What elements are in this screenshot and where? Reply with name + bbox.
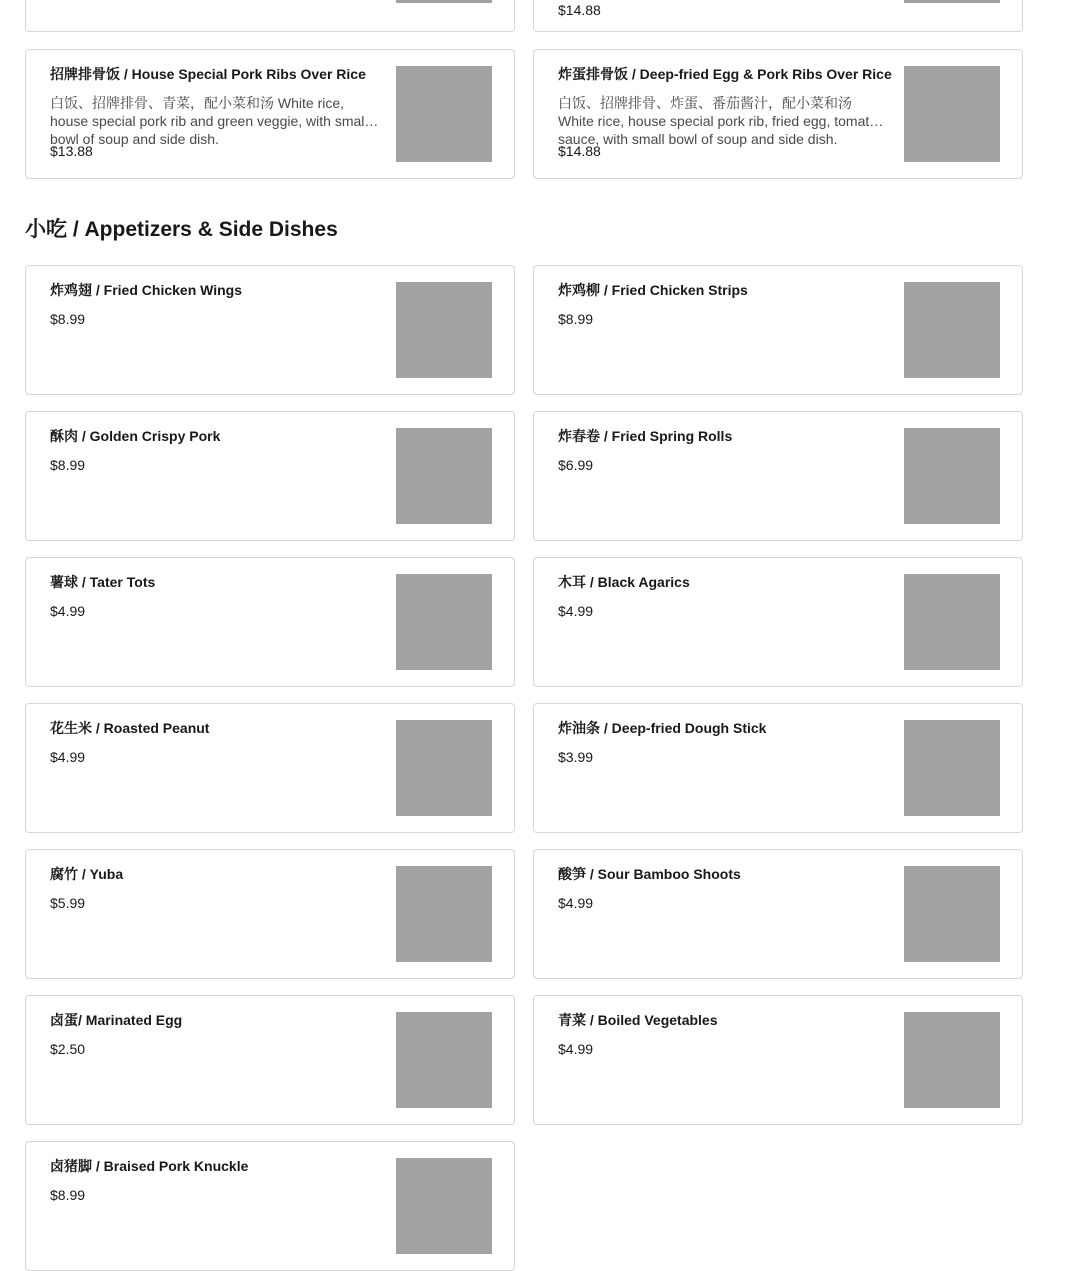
item-title: 腐竹 / Yuba [50, 866, 124, 882]
item-image [396, 1158, 492, 1254]
menu-item-card[interactable] [533, 265, 1023, 395]
section-title: 小吃 / Appetizers & Side Dishes [25, 218, 338, 241]
menu-item-card[interactable] [533, 849, 1023, 979]
item-price: $8.99 [558, 311, 594, 327]
item-price: $4.99 [558, 895, 594, 911]
item-image [396, 66, 492, 162]
item-price: $4.99 [558, 603, 594, 619]
item-image [904, 574, 1000, 670]
item-price: $14.88 [558, 2, 601, 18]
item-image [396, 282, 492, 378]
menu-item-card[interactable] [25, 703, 515, 833]
menu-item-card[interactable] [533, 703, 1023, 833]
menu-item-card[interactable] [25, 995, 515, 1125]
item-image [904, 428, 1000, 524]
item-image [904, 66, 1000, 162]
item-title: 卤蛋/ Marinated Egg [50, 1012, 183, 1028]
item-price: $8.99 [50, 311, 86, 327]
menu-item-card[interactable] [25, 0, 515, 32]
item-title: 炸鸡柳 / Fried Chicken Strips [558, 282, 748, 298]
item-title: 卤猪脚 / Braised Pork Knuckle [50, 1158, 249, 1174]
menu-item-card[interactable] [533, 557, 1023, 687]
item-title: 招牌排骨饭 / House Special Pork Ribs Over Rice [50, 66, 366, 82]
item-title: 炸春卷 / Fried Spring Rolls [558, 428, 733, 444]
item-price: $4.99 [50, 603, 86, 619]
item-title: 炸蛋排骨饭 / Deep-fried Egg & Pork Ribs Over Rice [558, 66, 892, 82]
item-title: 花生米 / Roasted Peanut [50, 720, 210, 736]
item-price: $6.99 [558, 457, 594, 473]
item-price: $2.50 [50, 1041, 86, 1057]
menu-item-card[interactable] [25, 49, 515, 179]
menu-item-card[interactable] [25, 411, 515, 541]
item-price: $13.88 [50, 143, 93, 159]
item-price: $14.88 [558, 143, 601, 159]
item-image [396, 574, 492, 670]
item-title: 青菜 / Boiled Vegetables [558, 1012, 718, 1028]
item-image [396, 720, 492, 816]
item-title: 酸笋 / Sour Bamboo Shoots [558, 866, 741, 882]
menu-item-card[interactable] [533, 995, 1023, 1125]
item-price: $5.99 [50, 895, 86, 911]
menu-item-card[interactable] [533, 49, 1023, 179]
item-image [904, 1012, 1000, 1108]
item-price: $4.99 [558, 1041, 594, 1057]
menu-item-card[interactable] [25, 849, 515, 979]
menu-item-card[interactable] [533, 411, 1023, 541]
item-title: 薯球 / Tater Tots [50, 574, 156, 590]
item-title: 炸油条 / Deep-fried Dough Stick [558, 720, 767, 736]
item-image [904, 0, 1000, 3]
item-title: 木耳 / Black Agarics [558, 574, 690, 590]
menu-item-card[interactable] [25, 265, 515, 395]
menu-item-card[interactable] [25, 1141, 515, 1271]
item-description: 白饭、招牌排骨、青菜，配小菜和汤 White rice, house special pork rib and green veggie, with small bowl of soup and side dish. [50, 95, 368, 147]
item-image [396, 866, 492, 962]
item-image [904, 866, 1000, 962]
item-price: $8.99 [50, 457, 86, 473]
item-price: $3.99 [558, 749, 594, 765]
menu-item-card[interactable] [25, 557, 515, 687]
item-price: $8.99 [50, 1187, 86, 1203]
item-image [396, 1012, 492, 1108]
item-price: $4.99 [50, 749, 86, 765]
item-image [904, 720, 1000, 816]
item-image [396, 0, 492, 3]
item-description: 白饭、招牌排骨、炸蛋、番茄酱汁，配小菜和汤 White rice, house special pork rib, fried egg, tomato sauce, with small bowl of soup and side dish. [558, 95, 878, 147]
item-title: 炸鸡翅 / Fried Chicken Wings [50, 282, 243, 298]
menu-item-card[interactable] [533, 0, 1023, 32]
item-image [396, 428, 492, 524]
item-image [904, 282, 1000, 378]
item-title: 酥肉 / Golden Crispy Pork [50, 428, 221, 444]
